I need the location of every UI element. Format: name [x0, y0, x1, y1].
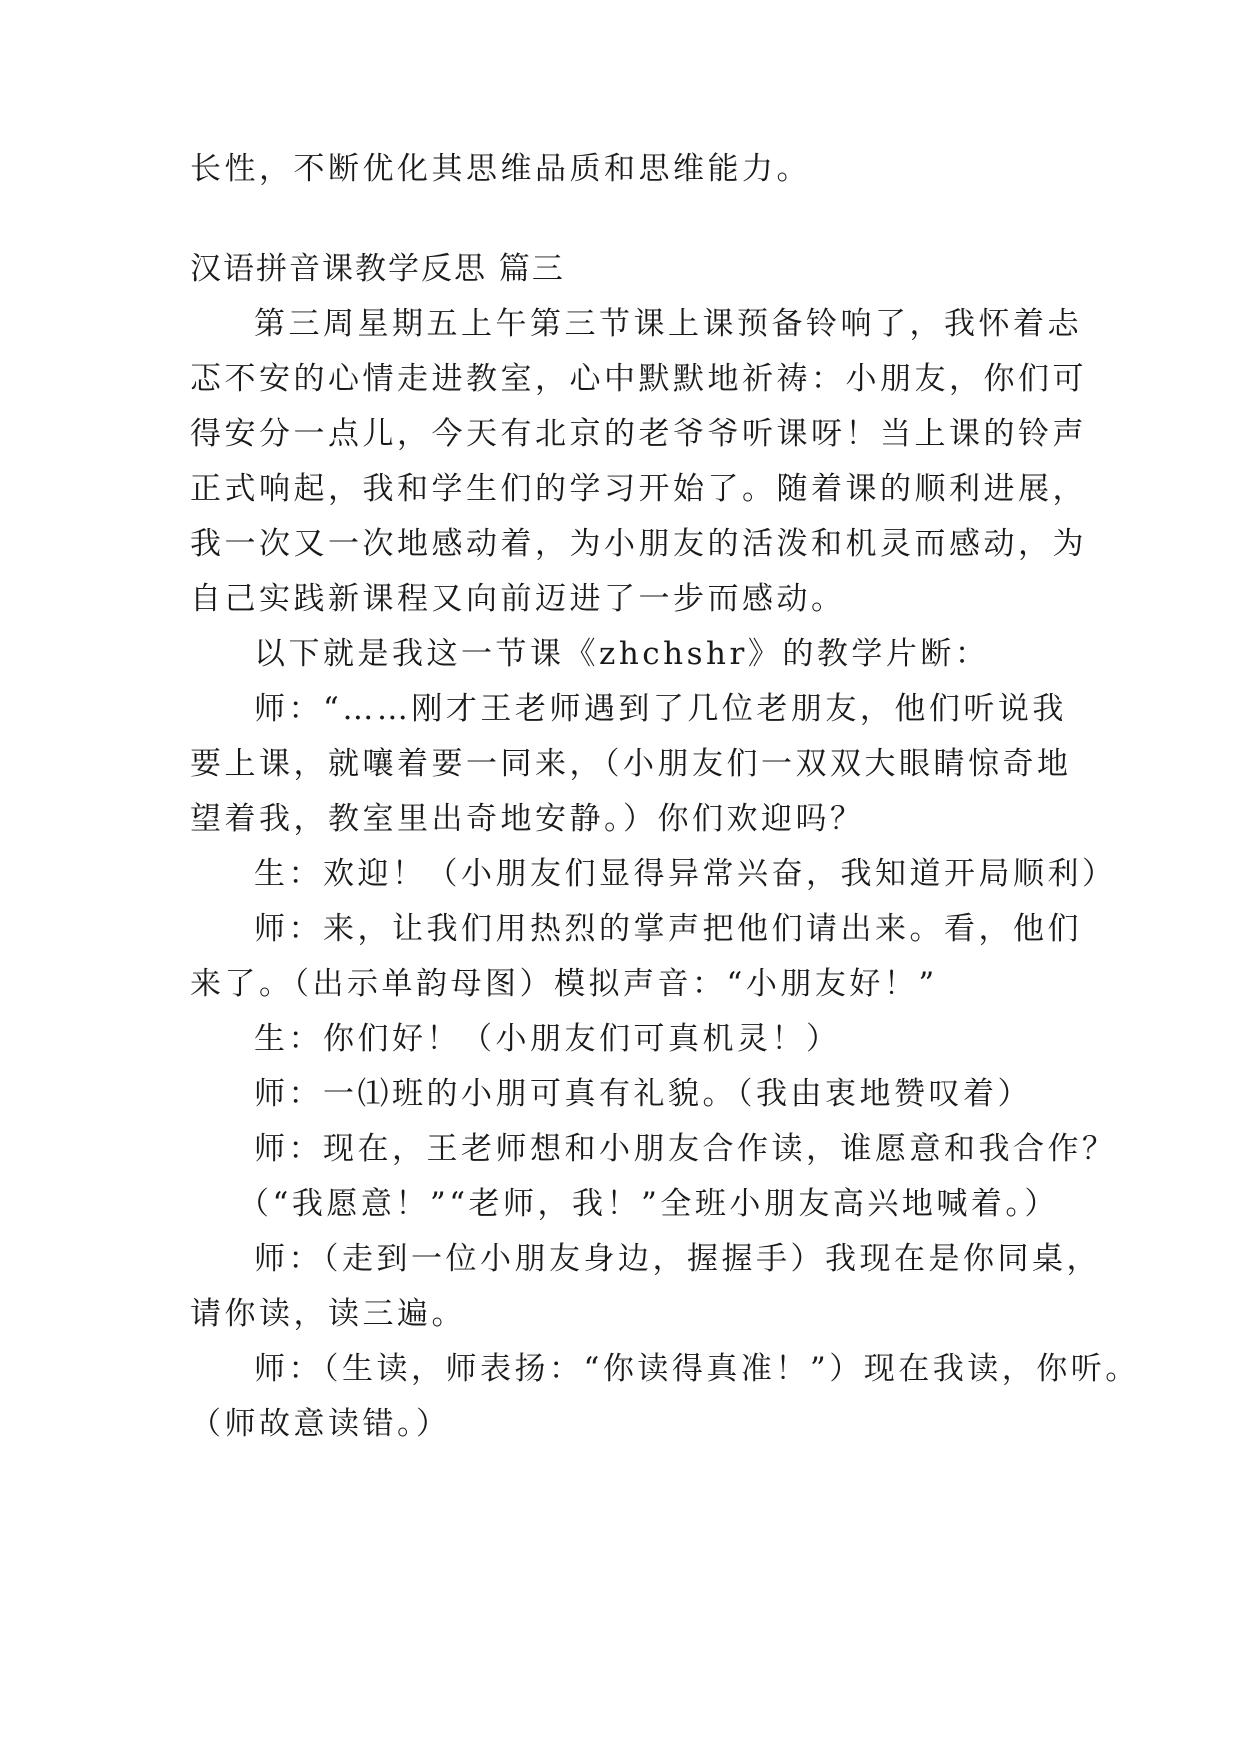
dialogue-line: 请你读，读三遍。 — [190, 1296, 466, 1332]
section-heading: 汉语拼音课教学反思 篇三 — [190, 251, 565, 287]
dialogue-line: 生：欢迎！（小朋友们显得异常兴奋，我知道开局顺利） — [254, 856, 1117, 892]
paragraph-line: 我一次又一次地感动着，为小朋友的活泼和机灵而感动，为 — [190, 526, 1087, 562]
dialogue-line: 师：（走到一位小朋友身边，握握手）我现在是你同桌， — [254, 1241, 1101, 1277]
text-line: 长性，不断优化其思维品质和思维能力。 — [190, 151, 811, 187]
dialogue-line: 望着我，教室里出奇地安静。）你们欢迎吗？ — [190, 801, 865, 837]
dialogue-line: 要上课，就嚷着要一同来，（小朋友们一双双大眼睛惊奇地 — [190, 746, 1072, 782]
paragraph-line: 自己实践新课程又向前迈进了一步而感动。 — [190, 581, 846, 617]
dialogue-line: （“我愿意！”“老师，我！”全班小朋友高兴地喊着。） — [238, 1186, 1059, 1222]
dialogue-line: 师：（生读，师表扬：“你读得真准！”）现在我读，你听。 — [254, 1351, 1140, 1387]
paragraph-line: 第三周星期五上午第三节课上课预备铃响了，我怀着忐 — [254, 306, 1082, 342]
dialogue-line: （师故意读错。） — [190, 1406, 451, 1442]
dialogue-line: 生：你们好！（小朋友们可真机灵！） — [254, 1021, 841, 1057]
dialogue-line: 来了。（出示单韵母图）模拟声音：“小朋友好！” — [190, 966, 938, 1002]
paragraph-line: 正式响起，我和学生们的学习开始了。随着课的顺利进展， — [190, 471, 1087, 507]
paragraph-line: 以下就是我这一节课《zhchshr》的教学片断： — [254, 636, 990, 672]
dialogue-line: 师：“……刚才王老师遇到了几位老朋友，他们听说我 — [254, 691, 1067, 727]
paragraph-line: 得安分一点儿，今天有北京的老爷爷听课呀！当上课的铃声 — [190, 416, 1087, 452]
dialogue-line: 师：一⑴班的小朋可真有礼貌。（我由衷地赞叹着） — [254, 1076, 1032, 1112]
paragraph-line: 忑不安的心情走进教室，心中默默地祈祷：小朋友，你们可 — [190, 361, 1087, 397]
dialogue-line: 师：来，让我们用热烈的掌声把他们请出来。看，他们 — [254, 911, 1082, 947]
dialogue-line: 师：现在，王老师想和小朋友合作读，谁愿意和我合作？ — [254, 1131, 1117, 1167]
